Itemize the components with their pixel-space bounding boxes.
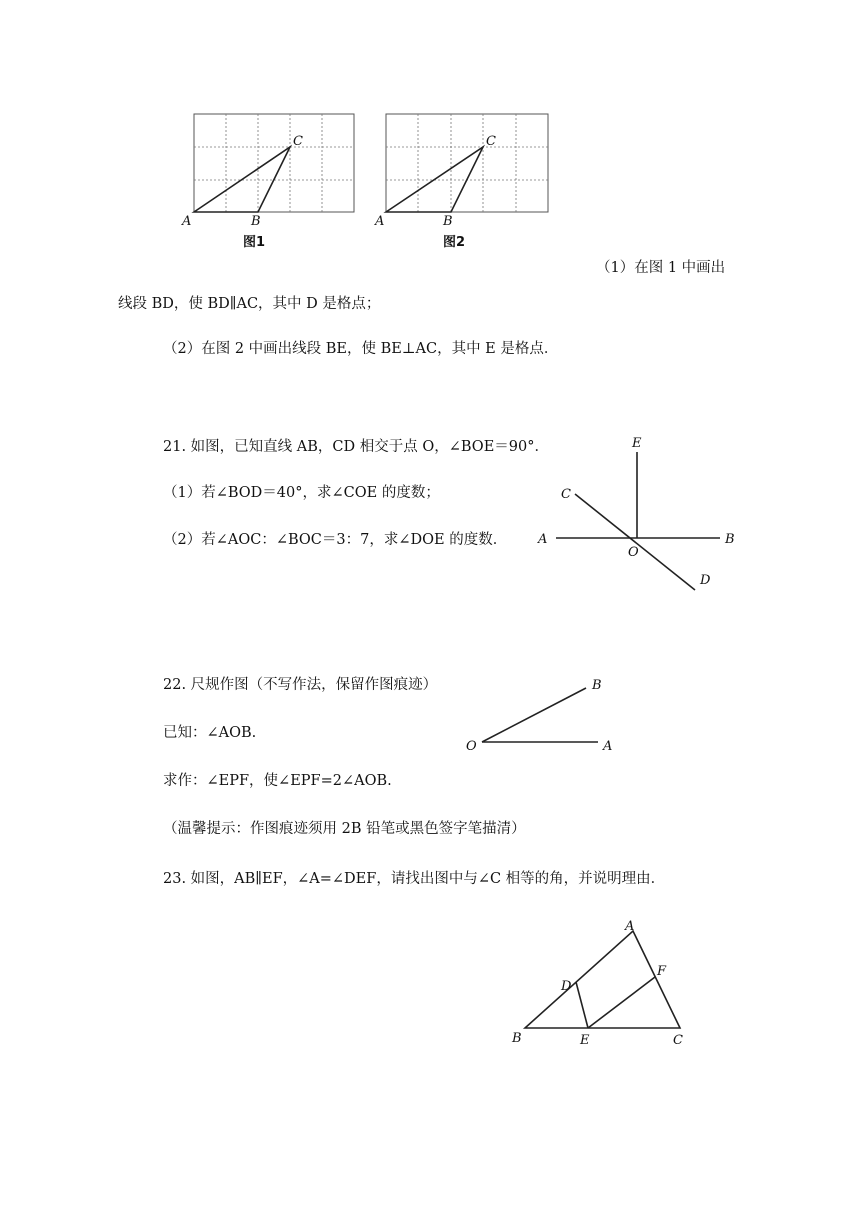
q22-tip: （温馨提示：作图痕迹须用 2B 铅笔或黑色签字笔描清）	[163, 821, 526, 837]
q22-given: 已知：∠AOB.	[163, 725, 257, 741]
figure-1-caption: 图1	[243, 235, 266, 250]
q21-label-o: O	[628, 545, 639, 560]
grid-figure-2	[372, 108, 562, 258]
q23-label-d: D	[561, 979, 572, 994]
grid-figure-1	[180, 108, 370, 258]
q20-part2: （2）在图 2 中画出线段 BE，使 BE⊥AC，其中 E 是格点．	[163, 341, 559, 357]
q23-label-e: E	[580, 1033, 590, 1048]
q21-label-b: B	[725, 532, 735, 547]
q22-stem: 22. 尺规作图（不写作法，保留作图痕迹）	[163, 677, 438, 693]
q20-part1-line1: （1）在图 1 中画出	[596, 260, 726, 276]
point-label-b: B	[443, 214, 453, 229]
q21-label-a: A	[538, 532, 548, 547]
q23-triangle-figure	[505, 915, 705, 1055]
q23-label-b: B	[512, 1031, 522, 1046]
point-label-c: C	[486, 134, 496, 149]
q21-label-c: C	[561, 487, 571, 502]
point-label-a: A	[375, 214, 385, 229]
q20-part1-line2: 线段 BD，使 BD∥AC，其中 D 是格点；	[118, 296, 381, 312]
q21-figure	[530, 430, 750, 600]
point-label-c: C	[293, 134, 303, 149]
q21-label-d: D	[700, 573, 711, 588]
q22-label-o: O	[466, 739, 477, 754]
point-label-a: A	[182, 214, 192, 229]
figure-2-caption: 图2	[443, 235, 466, 250]
q21-stem: 21. 如图，已知直线 AB，CD 相交于点 O，∠BOE＝90°．	[163, 439, 549, 455]
q23-label-c: C	[673, 1033, 683, 1048]
q22-task: 求作：∠EPF，使∠EPF=2∠AOB.	[163, 773, 392, 789]
q23-stem: 23. 如图，AB∥EF，∠A=∠DEF，请找出图中与∠C 相等的角，并说明理由．	[163, 871, 666, 887]
q23-label-a: A	[625, 919, 635, 934]
q21-part2: （2）若∠AOC：∠BOC＝3：7，求∠DOE 的度数．	[163, 532, 508, 548]
point-label-b: B	[251, 214, 261, 229]
q23-label-f: F	[657, 964, 667, 979]
q22-angle-figure	[460, 672, 630, 762]
q22-label-a: A	[603, 739, 613, 754]
q22-label-b: B	[592, 678, 602, 693]
q21-label-e: E	[632, 436, 642, 451]
q21-part1: （1）若∠BOD＝40°，求∠COE 的度数；	[163, 485, 440, 501]
